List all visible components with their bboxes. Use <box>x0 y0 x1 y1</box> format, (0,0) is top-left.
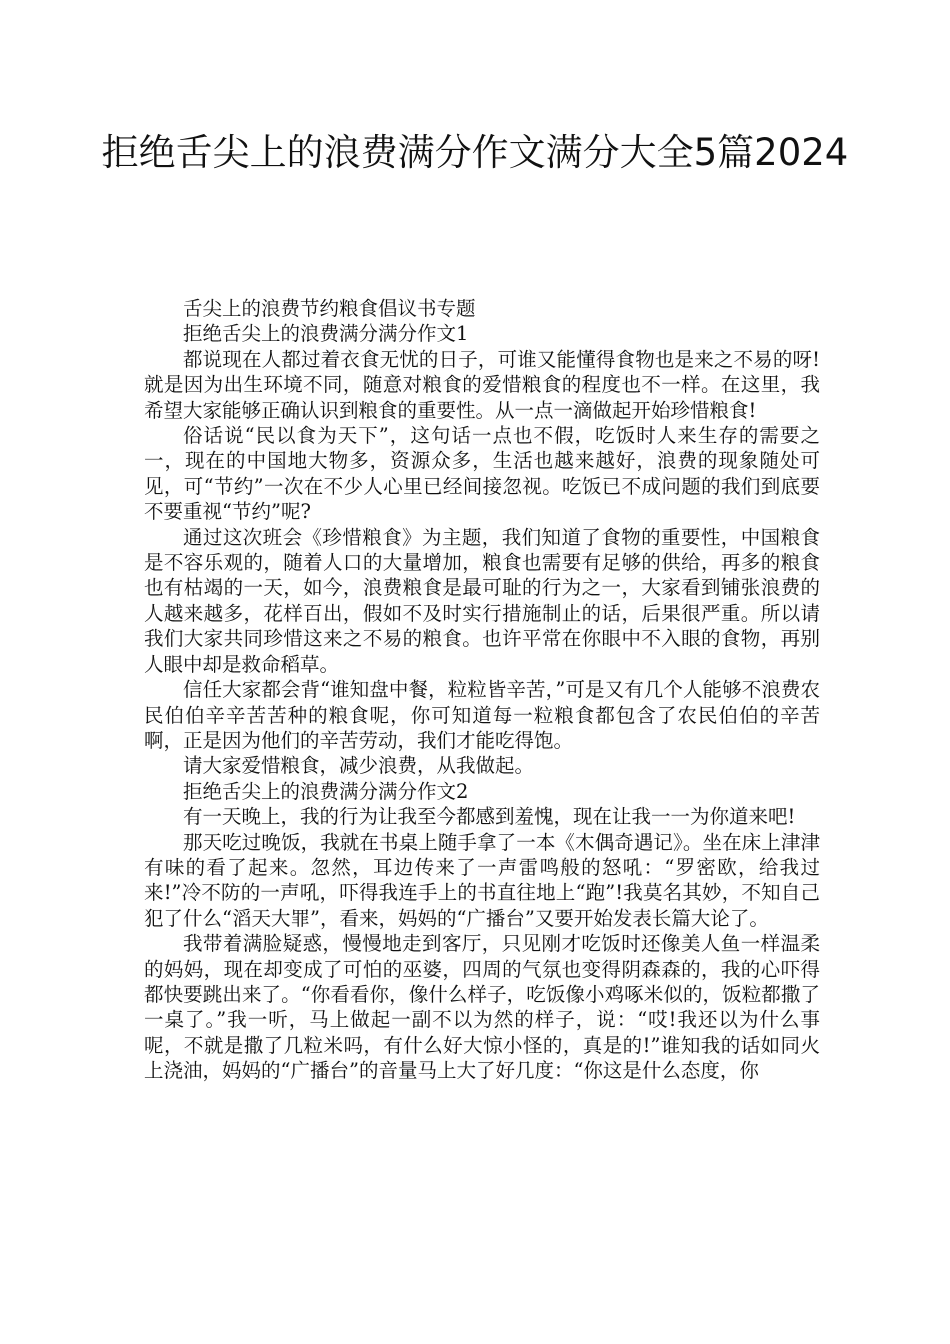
paragraph: 有一天晚上，我的行为让我至今都感到羞愧，现在让我一一为你道来吧! <box>183 805 796 829</box>
paragraph-topic: 舌尖上的浪费节约粮食倡议书专题 <box>183 297 476 320</box>
paragraph: 信任大家都会背“谁知盘中餐，粒粒皆辛苦，”可是又有几个人能够不浪费农民伯伯辛辛苦苦种的粮食呢，你可知道每一粒粮食都包含了农民伯伯的辛苦啊，正是因为他们的辛苦劳动，我们才能吃得饱。 <box>144 678 820 752</box>
paragraph: 请大家爱惜粮食，减少浪费，从我做起。 <box>183 754 535 778</box>
section-heading-1: 拒绝舌尖上的浪费满分满分作文1 <box>183 322 469 346</box>
document-title: 拒绝舌尖上的浪费满分作文满分大全5篇2024 <box>101 131 849 174</box>
document-body <box>144 296 820 1084</box>
paragraph: 都说现在人都过着衣食无忧的日子，可谁又能懂得食物也是来之不易的呀!就是因为出生环境不同，随意对粮食的爱惜粮食的程度也不一样。在这里，我希望大家能够正确认识到粮食的重要性。从一点一滴做起开始珍惜粮食! <box>144 347 820 422</box>
paragraph: 俗话说“民以食为天下”，这句话一点也不假，吃饭时人来生存的需要之一，现在的中国地大物多，资源众多，生活也越来越好，浪费的现象随处可见，可“节约”一次在不少人心里已经间接忽视。吃饭已不成问题的我们到底要不要重视“节约”呢? <box>144 424 820 524</box>
section-heading-2: 拒绝舌尖上的浪费满分满分作文2 <box>183 779 469 803</box>
paragraph: 我带着满脸疑惑，慢慢地走到客厅，只见刚才吃饭时还像美人鱼一样温柔的妈妈，现在却变成了可怕的巫婆，四周的气氛也变得阴森森的，我的心吓得都快要跳出来了。“你看看你，像什么样子，吃饭像小鸡啄米似的，饭粒都撒了一桌了。”我一听，马上做起一副不以为然的样子，说：“哎!我还以为什么事呢，不就是撒了几粒米吗，有什么好大惊小怪的，真是的!”谁知我的话如同火上浇油，妈妈的“广播台”的音量马上大了好几度：“你这是什么态度，你 <box>144 932 820 1083</box>
paragraph: 通过这次班会《珍惜粮食》为主题，我们知道了食物的重要性，中国粮食是不容乐观的，随着人口的大量增加，粮食也需要有足够的供给，再多的粮食也有枯竭的一天，如今，浪费粮食是最可耻的行为之一，大家看到铺张浪费的人越来越多，花样百出，假如不及时实行措施制止的话，后果很严重。所以请我们大家共同珍惜这来之不易的粮食。也许平常在你眼中不入眼的食物，再别人眼中却是救命稻草。 <box>144 525 820 676</box>
paragraph: 那天吃过晚饭，我就在书桌上随手拿了一本《木偶奇遇记》。坐在床上津津有味的看了起来。忽然，耳边传来了一声雷鸣般的怒吼：“罗密欧，给我过来!”冷不防的一声吼，吓得我连手上的书直往地上“跑”!我莫名其妙，不知自己犯了什么“滔天大罪”，看来，妈妈的“广播台”又要开始发表长篇大论了。 <box>144 830 820 930</box>
